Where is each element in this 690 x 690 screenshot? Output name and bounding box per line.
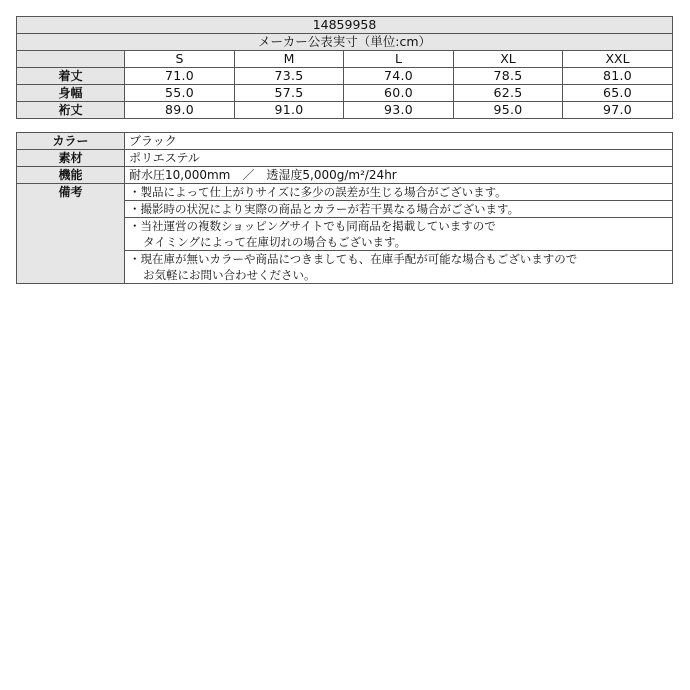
value-cell: 71.0 <box>125 68 235 85</box>
color-value: ブラック <box>125 133 673 150</box>
notes-label: 備考 <box>17 184 125 284</box>
value-cell: 55.0 <box>125 85 235 102</box>
spec-row-function <box>17 167 673 184</box>
function-label: 機能 <box>17 167 125 184</box>
spec-row-notes <box>17 184 673 201</box>
value-cell: 93.0 <box>344 102 454 119</box>
header-corner-cell <box>17 51 125 68</box>
size-header-row <box>17 51 673 68</box>
size-header-xl: XL <box>454 51 563 68</box>
size-header-s: S <box>125 51 235 68</box>
value-cell: 81.0 <box>563 68 673 85</box>
size-header-xxl: XXL <box>563 51 673 68</box>
spec-row-color <box>17 133 673 150</box>
value-cell: 73.5 <box>235 68 344 85</box>
table-row <box>17 85 673 102</box>
value-cell: 78.5 <box>454 68 563 85</box>
note-line: ・現在庫が無いカラーや商品につきましても、在庫手配が可能な場合もございますので <box>129 252 578 266</box>
row-label-sleeve: 裄丈 <box>17 102 125 119</box>
size-table <box>16 16 673 119</box>
value-cell: 97.0 <box>563 102 673 119</box>
function-value: 耐水圧10,000mm ／ 透湿度5,000g/m²/24hr <box>125 167 673 184</box>
note-line: タイミングによって在庫切れの場合もございます。 <box>143 235 407 249</box>
note-line: お気軽にお問い合わせください。 <box>143 268 316 282</box>
row-label-length: 着丈 <box>17 68 125 85</box>
material-value: ポリエステル <box>125 150 673 167</box>
value-cell: 57.5 <box>235 85 344 102</box>
spec-table <box>16 132 673 284</box>
value-cell: 91.0 <box>235 102 344 119</box>
note-item <box>125 218 673 251</box>
value-cell: 65.0 <box>563 85 673 102</box>
caption-row <box>17 34 673 51</box>
note-line: ・当社運営の複数ショッピングサイトでも同商品を掲載していますので <box>129 219 496 233</box>
note-line: ・撮影時の状況により実際の商品とカラーが若干異なる場合がございます。 <box>129 202 520 216</box>
note-item <box>125 201 673 218</box>
row-label-width: 身幅 <box>17 85 125 102</box>
value-cell: 74.0 <box>344 68 454 85</box>
product-code: 14859958 <box>17 17 673 34</box>
spec-row-material <box>17 150 673 167</box>
table-row <box>17 102 673 119</box>
size-table-caption: メーカー公表実寸（単位:cm） <box>17 34 673 51</box>
value-cell: 60.0 <box>344 85 454 102</box>
note-item <box>125 184 673 201</box>
value-cell: 95.0 <box>454 102 563 119</box>
product-code-row <box>17 17 673 34</box>
material-label: 素材 <box>17 150 125 167</box>
table-row <box>17 68 673 85</box>
size-header-m: M <box>235 51 344 68</box>
size-header-l: L <box>344 51 454 68</box>
note-line: ・製品によって仕上がりサイズに多少の誤差が生じる場合がございます。 <box>129 185 507 199</box>
note-item <box>125 251 673 284</box>
color-label: カラー <box>17 133 125 150</box>
value-cell: 62.5 <box>454 85 563 102</box>
value-cell: 89.0 <box>125 102 235 119</box>
